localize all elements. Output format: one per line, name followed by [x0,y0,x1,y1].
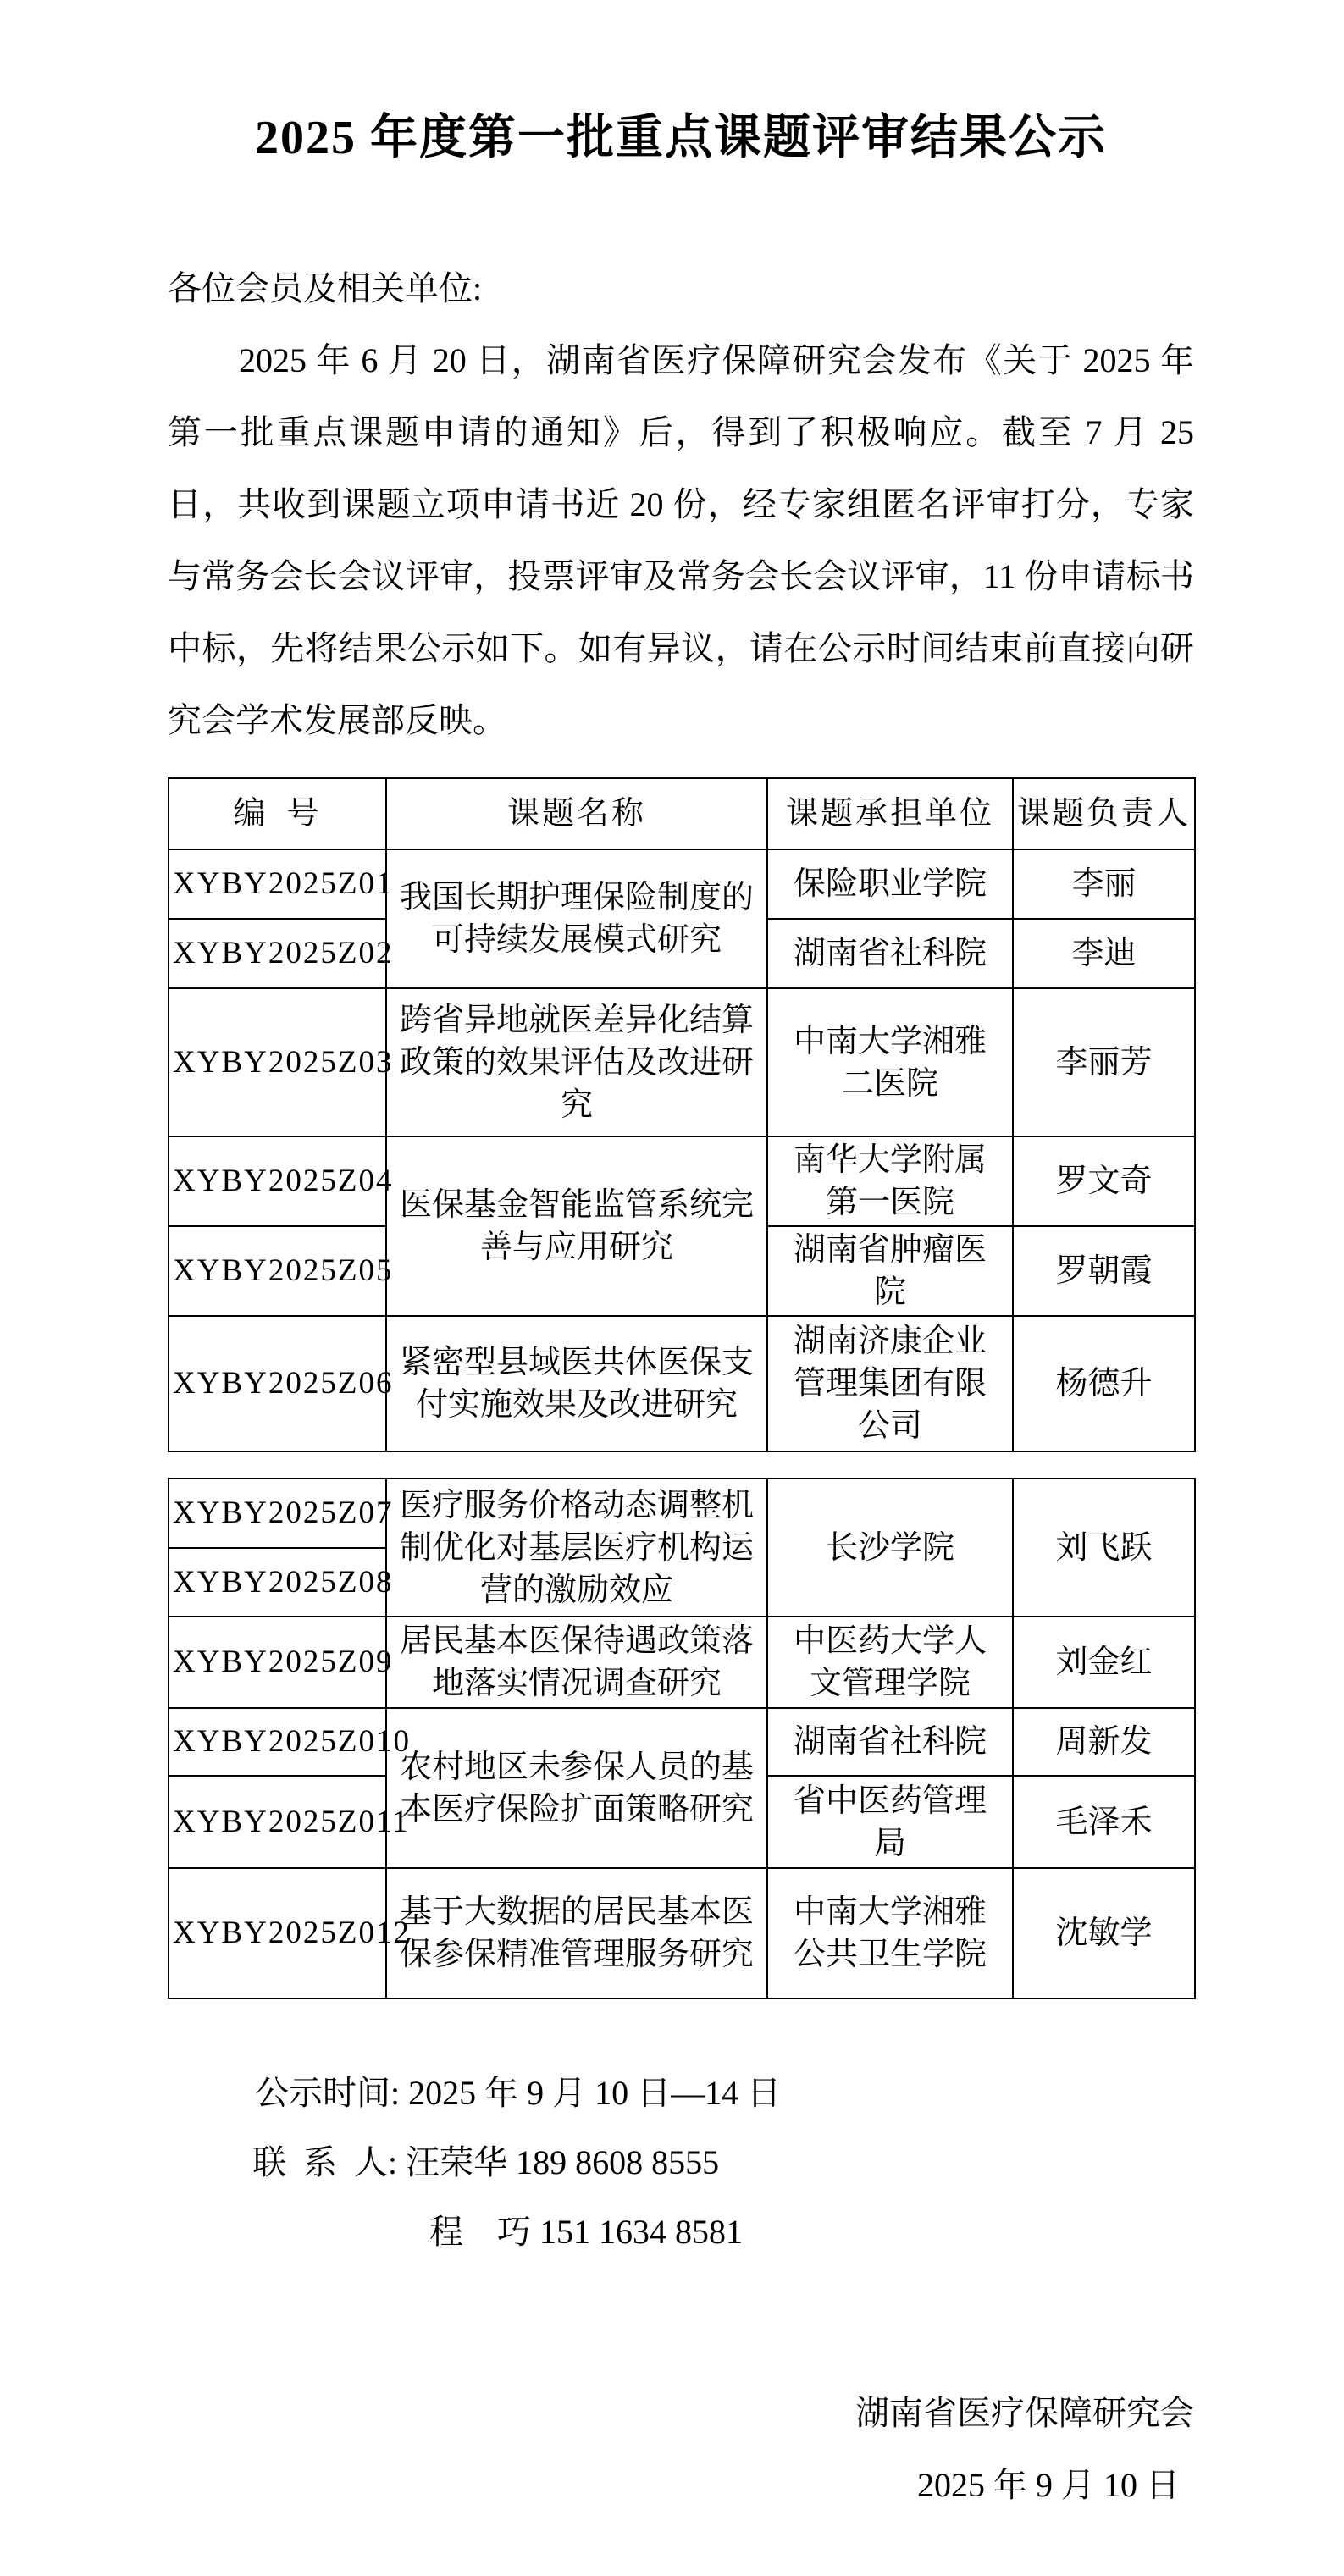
project-id-cell: XYBY2025Z09 [169,1617,386,1708]
table-header-row [169,778,1195,849]
project-leader-cell: 毛泽禾 [1013,1776,1195,1868]
project-title-cell: 紧密型县域医共体医保支付实施效果及改进研究 [386,1316,767,1451]
contact-line-1: 联 系 人: 汪荣华 189 8608 8555 [252,2143,720,2181]
table-row [169,1708,1195,1776]
project-id-cell: XYBY2025Z011 [169,1776,386,1868]
project-title-cell: 农村地区未参保人员的基本医疗保险扩面策略研究 [386,1708,767,1868]
project-leader-cell: 刘金红 [1013,1617,1195,1708]
publicity-period-line: 公示时间: 2025 年 9 月 10 日—14 日 [255,2074,782,2112]
project-title-cell: 跨省异地就医差异化结算政策的效果评估及改进研究 [386,988,767,1136]
table-row [169,1316,1195,1451]
project-leader-cell: 罗文奇 [1013,1136,1195,1226]
project-unit-cell: 长沙学院 [767,1479,1013,1617]
header-unit: 课题承担单位 [767,778,1013,849]
table-row [169,1868,1195,1998]
header-leader: 课题负责人 [1013,778,1195,849]
results-table-2 [168,1478,1196,1999]
footer-organization: 湖南省医疗保障研究会 [855,2394,1194,2432]
project-title-cell: 医疗服务价格动态调整机制优化对基层医疗机构运营的激励效应 [386,1479,767,1617]
project-id-cell: XYBY2025Z06 [169,1316,386,1451]
project-id-cell: XYBY2025Z02 [169,919,386,988]
project-title-cell: 居民基本医保待遇政策落地落实情况调查研究 [386,1617,767,1708]
project-unit-cell: 湖南省社科院 [767,919,1013,988]
header-id: 编 号 [169,778,386,849]
footer-date: 2025 年 9 月 10 日 [917,2466,1180,2504]
project-unit-cell: 中南大学湘雅二医院 [767,988,1013,1136]
project-unit-cell: 中医药大学人文管理学院 [767,1617,1013,1708]
project-unit-cell: 湖南济康企业管理集团有限公司 [767,1316,1013,1451]
project-unit-cell: 中南大学湘雅公共卫生学院 [767,1868,1013,1998]
project-id-cell: XYBY2025Z010 [169,1708,386,1776]
page-title: 2025 年度第一批重点课题评审结果公示 [255,112,1107,164]
project-unit-cell: 省中医药管理局 [767,1776,1013,1868]
table-row [169,1617,1195,1708]
project-unit-cell: 湖南省肿瘤医院 [767,1226,1013,1316]
project-leader-cell: 李丽芳 [1013,988,1195,1136]
project-leader-cell: 罗朝霞 [1013,1226,1195,1316]
results-table-1 [168,777,1196,1452]
project-unit-cell: 湖南省社科院 [767,1708,1013,1776]
table-row [169,1479,1195,1548]
project-id-cell: XYBY2025Z05 [169,1226,386,1316]
project-leader-cell: 沈敏学 [1013,1868,1195,1998]
project-leader-cell: 李迪 [1013,919,1195,988]
project-id-cell: XYBY2025Z03 [169,988,386,1136]
project-title-cell: 基于大数据的居民基本医保参保精准管理服务研究 [386,1868,767,1998]
project-leader-cell: 周新发 [1013,1708,1195,1776]
salutation: 各位会员及相关单位: [168,269,483,307]
project-id-cell: XYBY2025Z07 [169,1479,386,1548]
contact-line-2: 程 巧 151 1634 8581 [429,2213,743,2251]
project-unit-cell: 保险职业学院 [767,849,1013,919]
project-id-cell: XYBY2025Z01 [169,849,386,919]
project-id-cell: XYBY2025Z04 [169,1136,386,1226]
project-title-cell: 医保基金智能监管系统完善与应用研究 [386,1136,767,1316]
project-leader-cell: 李丽 [1013,849,1195,919]
table-row [169,1136,1195,1226]
project-leader-cell: 杨德升 [1013,1316,1195,1451]
header-title: 课题名称 [386,778,767,849]
project-id-cell: XYBY2025Z012 [169,1868,386,1998]
project-unit-cell: 南华大学附属第一医院 [767,1136,1013,1226]
signature-block [168,2377,1194,2521]
table-row [169,988,1195,1136]
project-id-cell: XYBY2025Z08 [169,1548,386,1617]
project-leader-cell: 刘飞跃 [1013,1479,1195,1617]
table-row [169,849,1195,919]
body-paragraph: 2025 年 6 月 20 日，湖南省医疗保障研究会发布《关于 2025 年第一批重点课题申请的通知》后，得到了积极响应。截至 7 月 25 日，共收到课题立项申请书近 20 份，经专家组匿名评审打分，专家与常务会长会议评审，投票评审及常务会长会议评审，11 份申请标书中标，先将结果公示如下。如有异议，请在公示时间结束前直接向研究会学术发展部反映。 [168,341,1194,739]
notes-block [168,2059,1194,2267]
project-title-cell: 我国长期护理保险制度的可持续发展模式研究 [386,849,767,988]
